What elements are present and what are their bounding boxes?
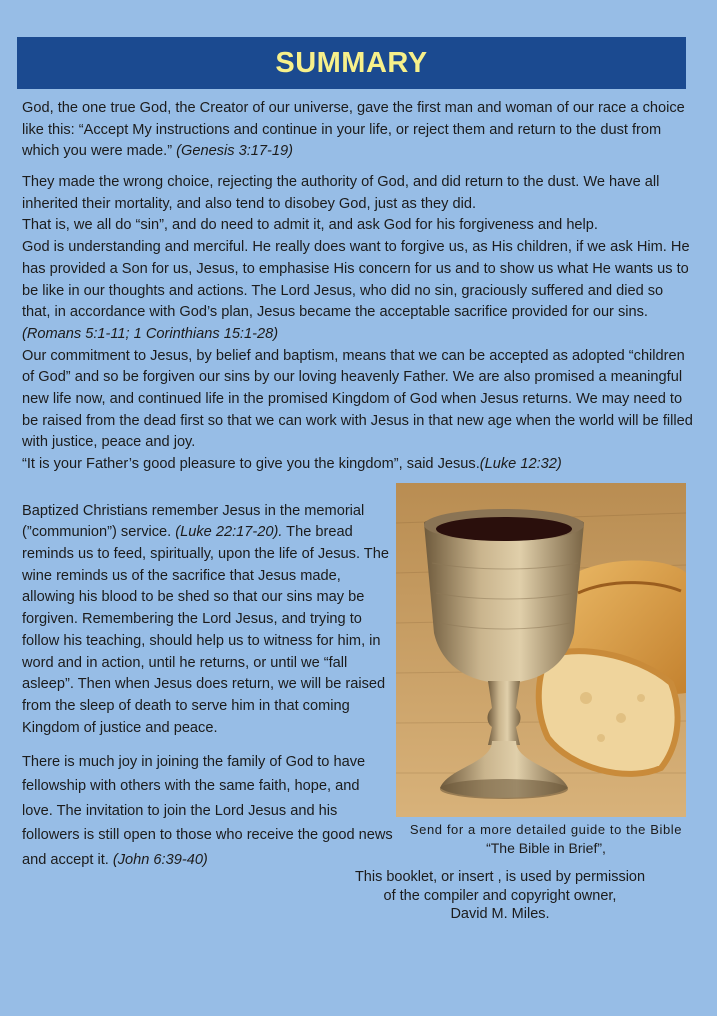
permission-line-2: of the compiler and copyright owner, xyxy=(383,887,617,904)
caption-line-2: “The Bible in Brief”, xyxy=(486,840,606,856)
intro-paragraph xyxy=(22,98,694,163)
body-line-2: That is, we all do “sin”, and do need to admit it, and ask God for his forgiveness and help. xyxy=(22,217,598,234)
intro-text: God, the one true God, the Creator of our universe, gave the first man and woman of our race a choice like this: “Accept My instructions and continue in your life, or reject them and return to the dust from which you were made.” xyxy=(22,100,685,160)
communion-reference: (Luke 22:17-20). xyxy=(175,524,283,541)
communion-cup-photo xyxy=(396,483,686,817)
joy-paragraph xyxy=(22,735,394,887)
permission-line-3: David M. Miles. xyxy=(450,906,550,922)
caption-line-1: Send for a more detailed guide to the Bible xyxy=(409,822,683,837)
permission-notice xyxy=(330,868,670,924)
permission-line-1: This booklet, or insert , is used by permission xyxy=(354,869,646,885)
photo-caption xyxy=(396,821,696,857)
body-line-5: “It is your Father’s good pleasure to give you the kingdom”, said Jesus. xyxy=(22,456,480,473)
intro-reference: (Genesis 3:17-19) xyxy=(176,143,293,160)
body-line-5-reference: (Luke 12:32) xyxy=(479,456,562,473)
body-section xyxy=(22,172,694,476)
joy-reference: (John 6:39-40) xyxy=(112,851,208,868)
joy-text: There is much joy in joining the family of God to have fellowship with others with the same faith, hope, and love. The invitation to join the Lord Jesus and his followers is still open to those who receive the good news and accept it. xyxy=(22,753,393,868)
body-line-4: Our commitment to Jesus, by belief and baptism, means that we can be accepted as adopted “children of God” and so be forgiven our sins by our loving heavenly Father. We are also promised a meaningful new life now, and continued life in the promised Kingdom of God when Jesus returns. We may need to be raised from the dead first so that we can work with Jesus in that new age when the world will be filled with justice, peace and joy. xyxy=(22,347,693,451)
page-title: SUMMARY xyxy=(275,46,428,79)
title-banner xyxy=(17,37,686,89)
body-line-3: God is understanding and merciful. He really does want to forgive us, as His children, if we ask Him. He has provided a Son for us, Jesus, to emphasise His concern for us and to show us what He wants us to be like in our thoughts and actions. The Lord Jesus, who did no sin, graciously suffered and died so that, in accordance with God’s plan, Jesus became the acceptable sacrifice provided for our sins. xyxy=(22,239,690,321)
communion-cup-and-bread-icon xyxy=(396,483,686,817)
communion-text-b: The bread reminds us to feed, spiritually, upon the life of Jesus. The wine reminds us of the sacrifice that Jesus made, allowing his blood to be shed so that our sins may be forgiven. Remembering the Lord Jesus, and trying to follow his teaching, should help us to witness for him, in word and in action, until he returns, or until we “fall asleep”. Then when Jesus does return, we will be raised from the sleep of death to serve him in that coming Kingdom of justice and peace. xyxy=(22,524,389,736)
communion-paragraph xyxy=(22,486,394,754)
body-line-3-reference: (Romans 5:1-11; 1 Corinthians 15:1-28) xyxy=(22,325,279,342)
body-line-1: They made the wrong choice, rejecting the authority of God, and did return to the dust. We have all inherited their mortality, and also tend to disobey God, just as they did. xyxy=(22,174,660,212)
communion-text-a: Baptized Christians remember Jesus in the memorial (”communion”) service. xyxy=(22,502,365,541)
